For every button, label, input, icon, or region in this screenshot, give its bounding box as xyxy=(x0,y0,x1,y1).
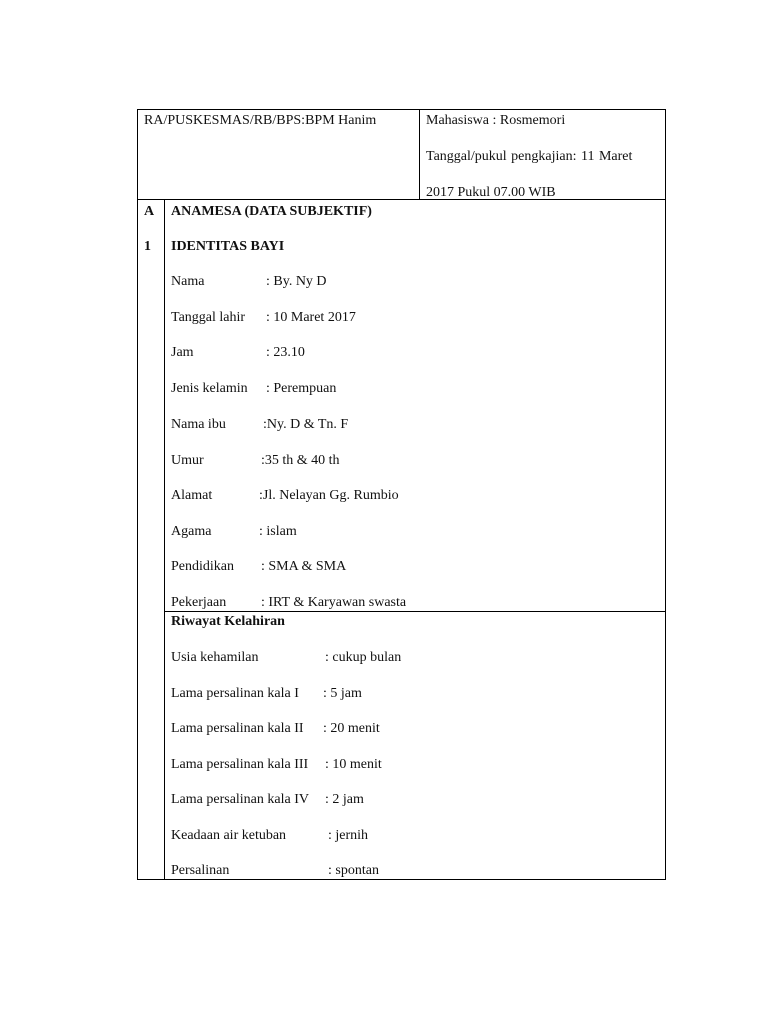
section-title: ANAMESA (DATA SUBJEKTIF) xyxy=(171,204,372,219)
birth-history-value: : jernih xyxy=(328,828,369,843)
birth-history-label: Lama persalinan kala IV xyxy=(171,792,309,807)
birth-history-label: Lama persalinan kala II xyxy=(171,721,304,736)
header-row-bottom-border xyxy=(137,199,666,200)
section-letter: A xyxy=(144,204,155,219)
header-divider-vertical xyxy=(419,109,420,200)
birth-history-value: : 2 jam xyxy=(325,792,364,807)
birth-history-label: Keadaan air ketuban xyxy=(171,828,287,843)
birth-history-label: Lama persalinan kala III xyxy=(171,757,309,772)
identity-value: : By. Ny D xyxy=(266,274,327,289)
identity-label: Pekerjaan xyxy=(171,595,227,610)
table-left-border xyxy=(137,109,138,880)
birth-history-value: : cukup bulan xyxy=(325,650,402,665)
identity-value: : islam xyxy=(259,524,297,539)
identity-value: :Ny. D & Tn. F xyxy=(263,417,349,432)
student-name: Mahasiswa : Rosmemori xyxy=(426,113,566,128)
identity-label: Jam xyxy=(171,345,194,360)
identity-label: Tanggal lahir xyxy=(171,310,246,325)
identity-value: : 10 Maret 2017 xyxy=(266,310,356,325)
identity-label: Agama xyxy=(171,524,212,539)
identity-value: : SMA & SMA xyxy=(261,559,347,574)
birth-history-label: Usia kehamilan xyxy=(171,650,259,665)
identity-label: Nama ibu xyxy=(171,417,226,432)
table-right-border xyxy=(665,109,666,880)
section-subtitle: IDENTITAS BAYI xyxy=(171,239,285,254)
identity-label: Umur xyxy=(171,453,204,468)
identity-value: : 23.10 xyxy=(266,345,305,360)
assessment-date-line2: 2017 Pukul 07.00 WIB xyxy=(426,185,556,200)
identity-label: Alamat xyxy=(171,488,213,503)
identity-value: : Perempuan xyxy=(266,381,337,396)
identity-value: :Jl. Nelayan Gg. Rumbio xyxy=(259,488,399,503)
identity-label: Jenis kelamin xyxy=(171,381,248,396)
birth-history-value: : 20 menit xyxy=(323,721,380,736)
facility-name: RA/PUSKESMAS/RB/BPS:BPM Hanim xyxy=(144,113,377,128)
birth-history-label: Lama persalinan kala I xyxy=(171,686,299,701)
table-top-border xyxy=(137,109,666,110)
identity-value: : IRT & Karyawan swasta xyxy=(261,595,407,610)
label-column-divider xyxy=(164,199,165,880)
birth-history-label: Persalinan xyxy=(171,863,230,878)
identity-label: Nama xyxy=(171,274,205,289)
section-number: 1 xyxy=(144,239,151,254)
birth-history-value: : 5 jam xyxy=(323,686,362,701)
identity-label: Pendidikan xyxy=(171,559,234,574)
birth-history-value: : spontan xyxy=(328,863,379,878)
section-row-divider xyxy=(164,611,666,612)
identity-value: :35 th & 40 th xyxy=(261,453,340,468)
assessment-date-line1: Tanggal/pukul pengkajian: 11 Maret xyxy=(426,149,633,164)
birth-history-title: Riwayat Kelahiran xyxy=(171,614,285,629)
birth-history-value: : 10 menit xyxy=(325,757,382,772)
